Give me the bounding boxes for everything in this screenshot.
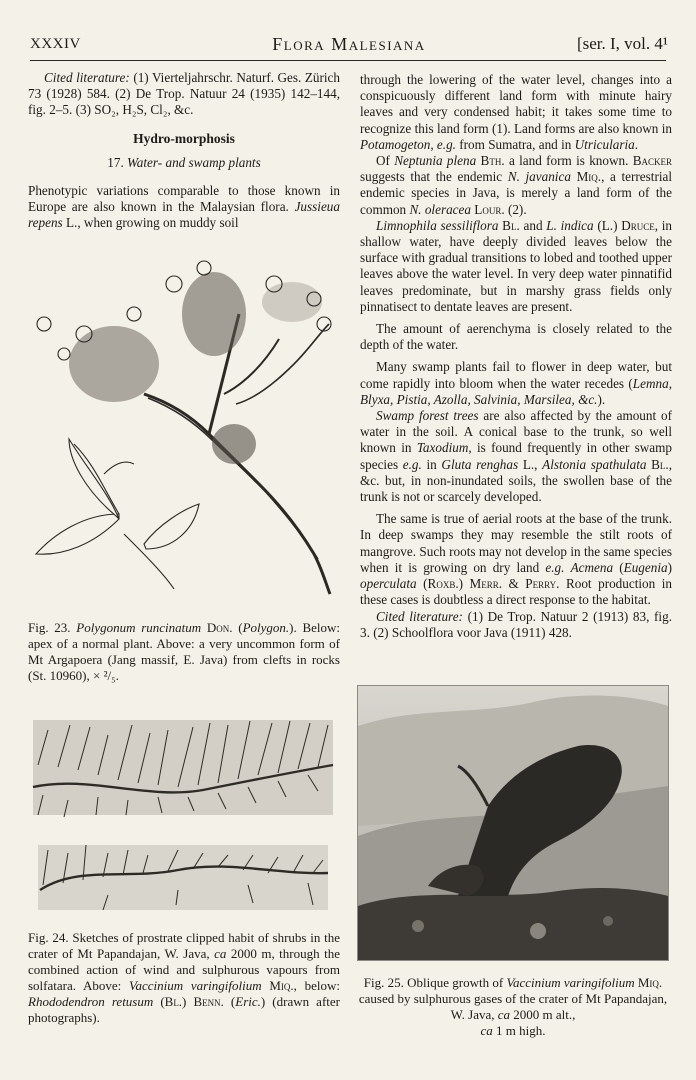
page-number: XXXIV	[30, 36, 81, 52]
section-subheading: 17. Water- and swamp plants	[107, 154, 261, 170]
paragraph-intro: Phenotypic variations comparable to those known in Europe are also known in the Malaysian flora. Jussieua repens L., when growing on muddy soil	[28, 183, 340, 231]
paragraph-swamp-trees: Swamp forest trees are also affected by the amount of water in the soil. A conical base to the trunk, so well known in Taxodium, is found frequently in other swamp species e.g. in Gluta renghas L., Alstonia spathulata Bl., &c. but, in non-inundated soils, the swollen base of the trunk is not or scarcely developed.	[360, 408, 673, 505]
header-rule	[30, 60, 666, 61]
paragraph-flowering: Many swamp plants fail to flower in deep water, but come rapidly into bloom when the water recedes (Lemna, Blyxa, Pistia, Azolla, Salvinia, Marsilea, &c.).	[360, 359, 672, 407]
left-column-text	[28, 70, 340, 232]
fig23-caption: Fig. 23. Polygonum runcinatum Don. (Polygon.). Below: apex of a normal plant. Above: a very uncommon form of Mt Argapoera (Jang massif, E. Java) from clefts in rocks (St. 10960), × ²/₅.	[28, 620, 340, 683]
fig25-photograph	[357, 685, 669, 961]
paragraph-aerial-roots: The same is true of aerial roots at the base of the trunk. In deep swamps they may resemble the stilt roots of mangrove. Such roots may not develop in the same species when it is growing on dry land e.g. Acmena (Eugenia) operculata (Roxb.) Merr. & Perry. Root production in these cases is doubtless a direct response to the habitat.	[360, 511, 673, 608]
right-column-text	[360, 72, 672, 641]
series-label: [ser. I, vol. 4¹	[576, 34, 668, 53]
paragraph-aerenchyma: The amount of aerenchyma is closely related to the depth of the water.	[360, 321, 672, 353]
fig23-polygonum-drawing	[24, 254, 340, 599]
paragraph-landform: through the lowering of the water level, changes into a conspicuously different land form with minute hairy leaves and very condensed habit; it takes some time to recognize this land form (1). Land forms are also known in Potamogeton, e.g. from Sumatra, and in Utricularia.	[360, 72, 672, 152]
journal-title: Flora Malesiana	[272, 34, 426, 54]
fig24-shrub-sketches	[28, 705, 338, 915]
fig24-caption: Fig. 24. Sketches of prostrate clipped habit of shrubs in the crater of Mt Papandajan, W. Java, ca 2000 m, through the combined action of wind and sulphurous vapours from solfatara. Above: Vaccinium varingifolium Miq., below: Rhododendron retusum (Bl.) Benn. (Eric.) (drawn after photographs).	[28, 930, 340, 1025]
fig25-vaccinium-photo	[358, 686, 668, 960]
fig25-caption: Fig. 25. Oblique growth of Vaccinium varingifolium Miq. caused by sulphurous gases of the crater of Mt Papandajan, W. Java, ca 2000 m alt., ca 1 m high.	[358, 975, 668, 1038]
paragraph-limnophila: Limnophila sessiliflora Bl. and L. indica (L.) Druce, in shallow water, have deeply divided leaves below the surface with gradual transitions to lobed and toothed upper leaves above the water level. In very deep water pinnatifid leaves predominate, but in marshy grass fields only pinnatisect to dentate leaves are present.	[360, 217, 673, 314]
page-header	[30, 30, 668, 60]
cited-literature-1: Cited literature: (1) Vierteljahrschr. Naturf. Ges. Zürich 73 (1928) 584. (2) De Trop. Natuur 24 (1935) 142–144, fig. 2–5. (3) SO₂, H₂S, Cl₂, &c.	[28, 70, 340, 118]
section-heading: Hydro-morphosis	[133, 130, 235, 146]
cited-literature-2: Cited literature: (1) De Trop. Natuur 2 (1913) 83, fig. 3. (2) Schoolflora voor Java (1911) 428.	[360, 608, 672, 640]
paragraph-neptunia: Of Neptunia plena Bth. a land form is known. Backer suggests that the endemic N. javanica Miq., a terrestrial endemic species in Java, is merely a land form of the common N. oleracea Lour. (2).	[360, 153, 673, 217]
